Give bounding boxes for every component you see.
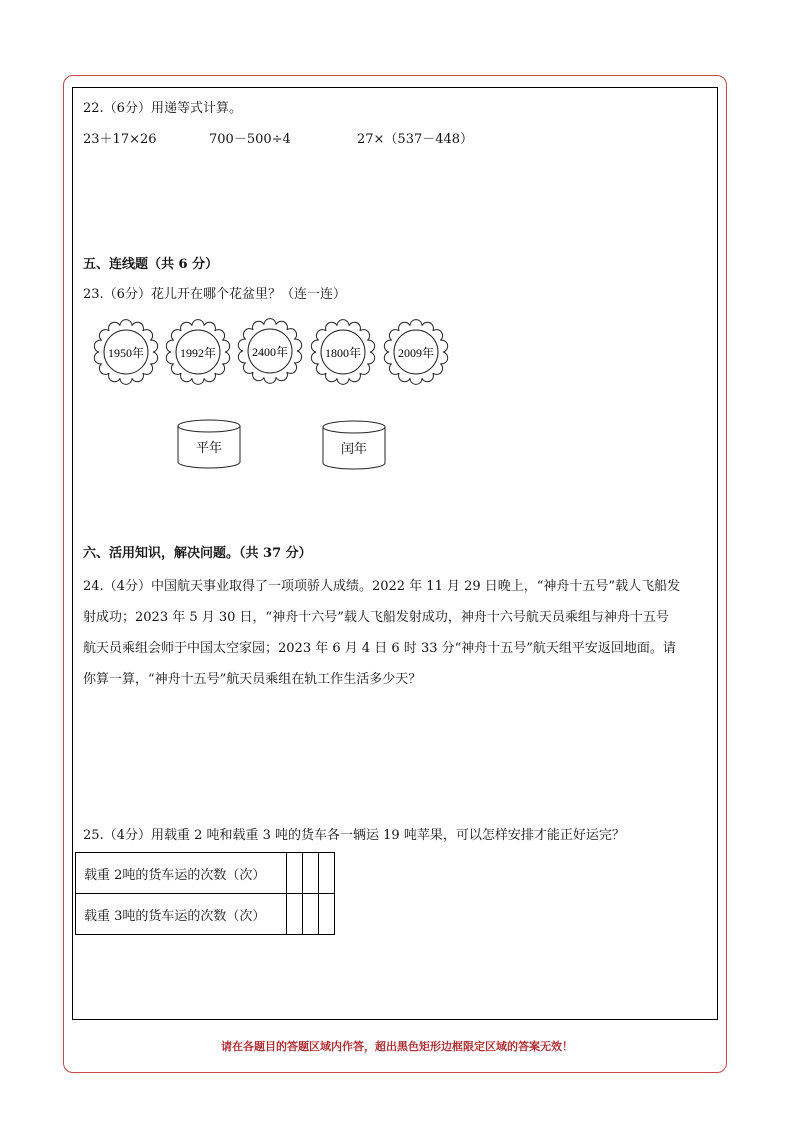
q25-answer-table <box>75 852 335 935</box>
q25-answer-cell[interactable] <box>303 894 319 935</box>
pot-label-common-year: 平年 <box>195 441 223 456</box>
flower-label-1800: 1800年 <box>324 346 362 360</box>
section-6-title: 六、活用知识，解决问题。（共 37 分） <box>83 546 312 561</box>
flower-label-2400: 2400年 <box>251 345 289 359</box>
q25-answer-cell[interactable] <box>319 853 335 894</box>
q24-line-1: 24.（4分）中国航天事业取得了一项项骄人成绩。2022 年 11 月 29 日晚上，“神舟十五号”载人飞船发 <box>83 579 681 594</box>
table-row <box>76 853 335 894</box>
flower-2400[interactable] <box>237 318 303 384</box>
q25-answer-cell[interactable] <box>287 894 303 935</box>
pot-leap-year[interactable] <box>321 419 387 471</box>
q23-title: 23.（6分）花儿开在哪个花盆里？（连一连） <box>83 287 346 302</box>
pot-label-leap-year: 闰年 <box>340 442 368 457</box>
q22-expression-1: 23＋17×26 <box>83 132 157 147</box>
flower-label-1950: 1950年 <box>107 346 145 360</box>
q24-line-3: 航天员乘组会师于中国太空家园；2023 年 6 月 4 日 6 时 33 分“神舟十五号”航天组平安返回地面。请 <box>83 641 676 656</box>
q25-answer-cell[interactable] <box>287 853 303 894</box>
section-5-title: 五、连线题（共 6 分） <box>83 257 219 272</box>
q22-title: 22.（6分）用递等式计算。 <box>83 101 242 116</box>
q25-answer-cell[interactable] <box>303 853 319 894</box>
q22-expression-3: 27×（537－448） <box>357 132 474 147</box>
flower-label-2009: 2009年 <box>397 346 435 360</box>
flower-2009[interactable] <box>383 319 449 385</box>
flower-1992[interactable] <box>165 319 231 385</box>
flower-1950[interactable] <box>93 319 159 385</box>
q25-row-label-3t: 载重 3吨的货车运的次数（次） <box>76 894 287 935</box>
flower-label-1992: 1992年 <box>179 346 217 360</box>
flower-1800[interactable] <box>310 319 376 385</box>
q25-row-label-2t: 载重 2吨的货车运的次数（次） <box>76 853 287 894</box>
q24-line-2: 射成功；2023 年 5 月 30 日，“神舟十六号”载人飞船发射成功，神舟十六号航天员乘组与神舟十五号 <box>83 610 669 625</box>
footer-warning: 请在各题目的答题区域内作答，超出黑色矩形边框限定区域的答案无效！ <box>221 1040 573 1053</box>
q25-title: 25.（4分）用载重 2 吨和载重 3 吨的货车各一辆运 19 吨苹果，可以怎样安排才能正好运完？ <box>83 828 625 843</box>
q25-answer-cell[interactable] <box>319 894 335 935</box>
table-row <box>76 894 335 935</box>
q24-line-4: 你算一算，“神舟十五号”航天员乘组在轨工作生活多少天？ <box>83 672 422 687</box>
pot-common-year[interactable] <box>176 418 242 470</box>
q22-expression-2: 700－500÷4 <box>209 132 291 147</box>
